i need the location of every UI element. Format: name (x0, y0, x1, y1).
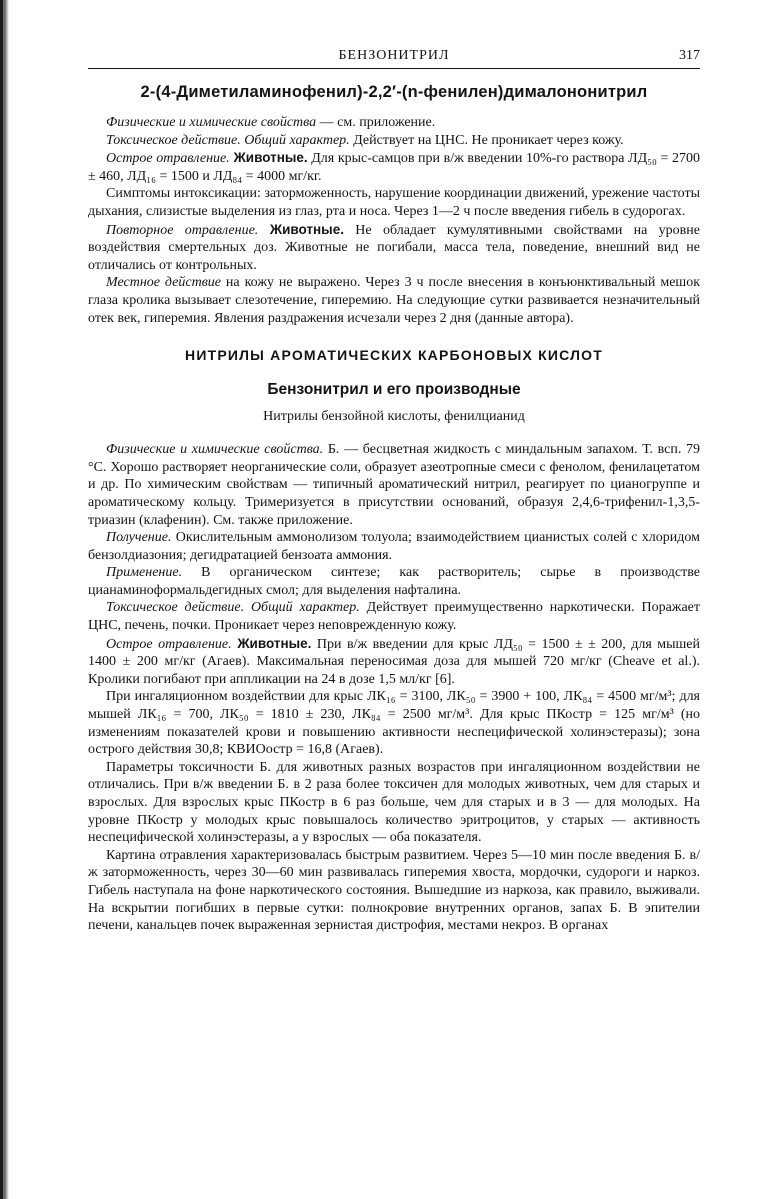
paragraph-bold-label: Животные. (229, 150, 308, 166)
paragraph-lead: Получение. (106, 530, 172, 546)
benzonitrile-section (88, 441, 700, 935)
compound-title: 2-(4-Диметиламинофенил)-2,2′-(n-фенилен)дималононитрил (140, 83, 648, 101)
paragraph (88, 599, 700, 634)
page-number: 317 (679, 48, 700, 63)
paragraph (88, 688, 700, 758)
paragraph (88, 221, 700, 275)
running-title: БЕНЗОНИТРИЛ (338, 48, 450, 63)
paragraph-bold-label: Животные. (258, 221, 344, 237)
paragraph-text: Действует на ЦНС. Не проникает через кожу. (349, 132, 624, 148)
section-title: НИТРИЛЫ АРОМАТИЧЕСКИХ КАРБОНОВЫХ КИСЛОТ (185, 347, 603, 364)
paragraph-lead: Острое отравление. (106, 636, 232, 652)
paragraph-lead: Применение. (106, 565, 183, 581)
paragraph-text: Для крыс-самцов при в/ж введении 10%-го раствора ЛД₅₀ = 2700 ± 460, ЛД₁₆ = 1500 и ЛД₈₄ = 4000 мг/кг. (88, 151, 700, 184)
paragraph (88, 132, 700, 150)
compound-section (88, 114, 700, 327)
paragraph (88, 759, 700, 847)
paragraph (88, 185, 700, 220)
running-header (88, 48, 700, 69)
paragraph-text: Симптомы интоксикации: заторможенность, нарушение координации движений, урежение частоты дыхания, слизистые выделения из глаз, рта и носа. Через 1—2 ч после введения гибель в судорогах. (88, 186, 700, 219)
paragraph-lead: Местное действие (106, 275, 221, 291)
page-binding-edge (0, 0, 9, 1199)
paragraph (88, 149, 700, 185)
paragraph-text: При в/ж введении для крыс ЛД₅₀ = 1500 ± ± 200, для мышей 1400 ± 200 мг/кг (Агаев). Максимальная переносимая доза для мышей 720 мг/кг (Cheave et al.). Кролики погибают при аппликации на 24 в дозе 1,5 мл/кг [6]. (88, 636, 700, 687)
paragraph-text: Параметры токсичности Б. для животных разных возрастов при ингаляционном воздействии не отличались. При в/ж введении Б. в 2 раза более токсичен для молодых животных, чем для старых и взрослых. Для взрослых крыс ПКостр в 6 раз больше, чем для старых и в 3 — для молодых. На уровне ПКостр у молодых крыс повышалось количество эритроцитов, у старых — активность неспецифической холинэстеразы, а у взрослых — оба показателя. (88, 759, 700, 846)
paragraph-text: Не обладает кумулятивными свойствами на уровне воздействия смертельных доз. Животные не погибали, масса тела, поведение, внешний вид не отличались от контрольных. (88, 222, 700, 273)
subsection-synonyms: Нитрилы бензойной кислоты, фенилцианид (263, 409, 525, 425)
paragraph-lead: Физические и химические свойства (106, 115, 317, 130)
paragraph-text: — см. приложение. (316, 115, 436, 130)
paragraph-text: Б. — бесцветная жидкость с миндальным запахом. Т. всп. 79 °С. Хорошо растворяет неорганические соли, образует азеотропные смеси с фенолом, фенилацетатом и др. По химическим свойствам — типичный ароматический нитрил, реагирует по цианогруппе и ароматическому кольцу. Тримеризуется в присутствии оснований, образуя 2,4,6-трифенил-1,3,5-триазин (клафенин). См. также приложение. (88, 442, 700, 528)
paragraph (88, 847, 700, 935)
subsection-title: Бензонитрил и его производные (267, 381, 521, 399)
paragraph (88, 564, 700, 599)
paragraph-bold-label: Животные. (231, 635, 312, 651)
paragraph-lead: Повторное отравление. (106, 222, 259, 238)
paragraph (88, 274, 700, 327)
paragraph-lead: Острое отравление. (106, 151, 230, 167)
paragraph (88, 635, 700, 689)
paragraph-text: Действует преимущественно наркотически. Поражает ЦНС, печень, почки. Проникает через неповрежденную кожу. (88, 600, 701, 634)
paragraph (88, 441, 700, 529)
paragraph-text: Картина отравления характеризовалась быстрым развитием. Через 5—10 мин после введения Б. в/ж заторможенность, через 30—60 мин развивалась гиперемия хвоста, мордочки, судороги и наркоз. Гибель наступала на фоне наркотического состояния. Вышедшие из наркоза, как правило, выживали. На вскрытии погибших в первые сутки: полнокровие внутренних органов, запах Б. В эпителии печени, канальцев почек выраженная зернистая дистрофия, местами некроз. В органах (88, 847, 700, 934)
book-page (88, 48, 700, 935)
paragraph-text: Окислительным аммонолизом толуола; взаимодействием цианистых солей с хлоридом бензолдиазония; дегидратацией бензоата аммония. (88, 530, 700, 563)
paragraph (88, 529, 700, 564)
paragraph-lead: Токсическое действие. Общий характер. (106, 600, 360, 616)
paragraph-lead: Токсическое действие. Общий характер. (106, 132, 350, 148)
paragraph-text: на кожу не выражено. Через 3 ч после внесения в конъюнктивальный мешок глаза кролика вызывает слезотечение, гиперемию. На следующие сутки развивается незначительный отек век, гиперемия. Явления раздражения исчезали через 2 дня (данные автора). (88, 275, 700, 326)
paragraph-lead: Физические и химические свойства. (106, 442, 324, 458)
paragraph-text: В органическом синтезе; как растворитель; сырье в производстве цианаминоформальдегидных смол; для выделения нафталина. (88, 565, 700, 598)
paragraph (88, 114, 700, 132)
paragraph-text: При ингаляционном воздействии для крыс ЛК₁₆ = 3100, ЛК₅₀ = 3900 + 100, ЛК₈₄ = 4500 мг/м³; для мышей ЛК₁₆ = 700, ЛК₅₀ = 1810 ± 230, ЛК₈₄ = 2500 мг/м³. Для крыс ПКостр = 125 мг/м³ (но изменениям показателей крови и повышению активности неспецифической холинэстеразы); зона острого действия 30,8; КВИОостр = 16,8 (Агаев). (88, 689, 700, 758)
